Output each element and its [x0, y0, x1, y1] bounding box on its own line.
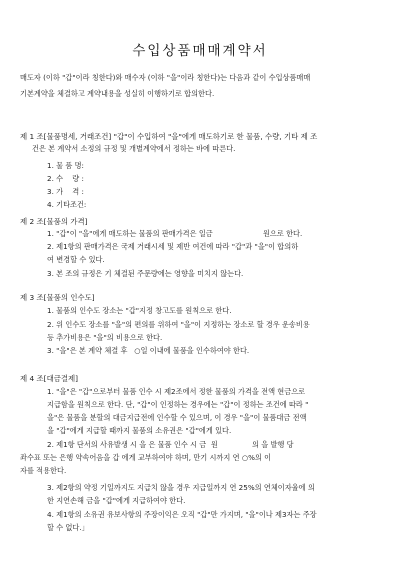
article-3-item-1: 1. 물품의 인수도 장소는 "갑"지정 창고도를 원칙으로 한다. [47, 306, 232, 315]
article-4-item-2-cont: 좌수표 또는 은행 약속어음을 갑 에게 교부하여야 하며, 만기 시까지 연 ○%의 이 자를 적용한다. [20, 453, 272, 475]
article-2-item-2: 2. 제1항의 판매가격은 국제 거래시세 및 제반 여건에 따라 "갑"과 "을"이 합의하 여 변경할 수 있다. [47, 242, 299, 264]
article-2-item-3: 3. 본 조의 규정은 기 체결된 주문량에는 영향을 미치지 않는다. [47, 269, 244, 278]
article-1-item: 4. 기타조건: [47, 200, 87, 209]
article-3-title: 제 3 조[물품의 인수도] [20, 293, 95, 302]
article-1-item: 2. 수 량 : [47, 174, 84, 183]
article-4-item-4: 4. 제1항의 소유권 유보사항의 주장이익은 오직 "갑"만 가지며, "을"이나 제3자는 주장 할 수 없다.」 [47, 510, 317, 532]
article-4-item-2: 2. 제1항 단서의 사유발생 시 을 은 물품 인수 시 금 원 의 을 발행 당 [47, 440, 294, 449]
article-2-title: 제 2 조[물품의 가격] [20, 217, 88, 226]
article-1-item: 1. 물 품 명: [47, 161, 84, 170]
article-3-item-2: 2. 위 인수도 장소를 "을"의 편의를 위하여 "을"이 지정하는 장소로 할 경우 운송비용 등 추가비용은 "을"의 비용으로 한다. [47, 320, 310, 342]
article-4-item-3: 3. 제2항의 약정 기일까지도 지급치 않을 경우 지급일까지 연 25%의 연체이자율에 의 한 지연손해 금을 "갑"에게 지급하여야 한다. [47, 483, 315, 505]
article-1-item: 3. 가 격 : [47, 187, 84, 196]
article-2-item-1: 1. "갑"이 "을"에게 매도하는 물품의 판매가격은 일금 원으로 한다. [47, 229, 303, 238]
article-4-item-1: 1. "을"은 "갑"으로부터 물품 인수 시 제2조에서 정한 물품의 가격을 전액 현금으로 지급함을 원칙으로 한다. 단, "갑"이 인정하는 경우에는 "갑"이 정하는 조건에 따라 " 을"은 물품을 분할의 대금지급전에 인수할 수 있으며, 이 경우 "을"이 물품대금 전액 을 "갑"에게 지급할 때까지 물품의 소유권은 "갑"에게 있다. [47, 387, 309, 435]
article-1-title-cont: 건은 본 계약서 소정의 규정 및 개별계약에서 정하는 바에 따른다. [32, 144, 236, 153]
article-1-title: 제 1 조[물품명세, 거래조건] "갑"이 수입하여 "을"에게 매도하기로 한 물품, 수량, 기타 제 조 [20, 132, 318, 141]
intro-paragraph: 매도자 (이하 "갑"이라 칭한다)와 매수자 (이하 "을"이라 칭한다)는 다음과 같이 수입상품매매 기본계약을 체결하고 계약내용을 성실히 이행하기로 합의한다. [20, 73, 311, 98]
document-title: 수입상품매매계약서 [132, 43, 268, 59]
article-4-title: 제 4 조[대금결제] [20, 374, 79, 383]
article-3-item-3: 3. "을"은 본 계약 체결 후 ○일 이내에 물품을 인수하여야 한다. [47, 346, 250, 355]
